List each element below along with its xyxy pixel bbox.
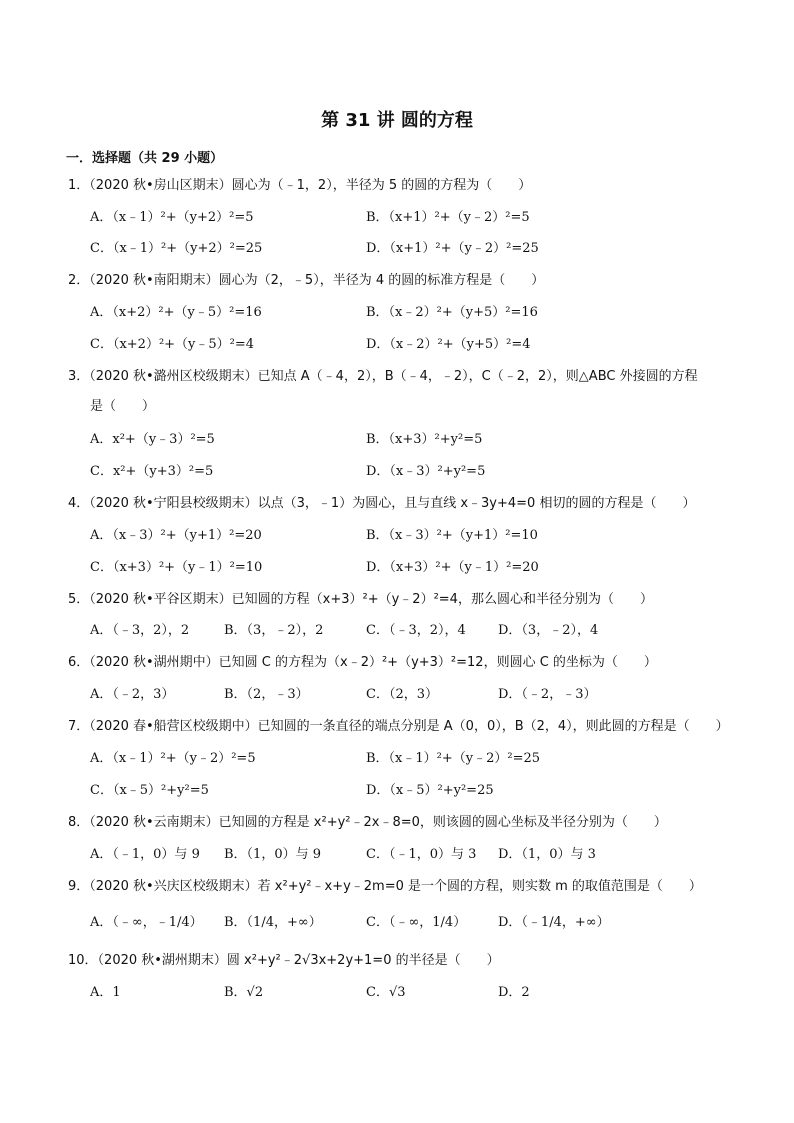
q2-option-d: D．（x﹣2）²+（y+5）²=4 xyxy=(366,337,531,352)
q6-option-b: B．（2，﹣3） xyxy=(224,687,309,702)
q8-option-c: C．（﹣1，0）与 3 xyxy=(366,847,477,862)
q3-option-b: B．（x+3）²+y²=5 xyxy=(366,432,483,447)
q3-option-c: C．x²+（y+3）²=5 xyxy=(90,464,214,479)
page-title: 第 31 讲 圆的方程 xyxy=(321,110,473,131)
q10-option-b: B．√2 xyxy=(224,985,264,1000)
q4-option-b: B．（x﹣3）²+（y+1）²=10 xyxy=(366,528,538,543)
q4-option-c: C．（x+3）²+（y﹣1）²=10 xyxy=(90,560,263,575)
q6-option-d: D．（﹣2，﹣3） xyxy=(498,687,597,702)
q1-option-b: B．（x+1）²+（y﹣2）²=5 xyxy=(366,210,530,225)
q7-option-c: C．（x﹣5）²+y²=5 xyxy=(90,783,209,798)
q9-option-c: C．（﹣∞，1/4） xyxy=(366,915,467,930)
q2-option-c: C．（x+2）²+（y﹣5）²=4 xyxy=(90,337,255,352)
q10-option-a: A．1 xyxy=(90,985,121,1000)
q3-option-a: A．x²+（y﹣3）²=5 xyxy=(90,432,215,447)
q8-option-a: A．（﹣1，0）与 9 xyxy=(90,847,200,862)
q5-option-a: A．（﹣3，2），2 xyxy=(90,623,190,638)
q4-option-d: D．（x+3）²+（y﹣1）²=20 xyxy=(366,560,539,575)
question-2-stem: 2．（2020 秋•南阳期末）圆心为（2，﹣5），半径为 4 的圆的标准方程是（ ） xyxy=(68,273,545,288)
q8-option-d: D．（1，0）与 3 xyxy=(498,847,596,862)
q5-option-d: D．（3，﹣2），4 xyxy=(498,623,599,638)
q1-option-a: A．（x﹣1）²+（y+2）²=5 xyxy=(90,210,254,225)
question-10-stem: 10．（2020 秋•湖州期末）圆 x²+y²﹣2√3x+2y+1=0 的半径是（ ） xyxy=(68,953,500,968)
question-3-stem-cont: 是（ ） xyxy=(90,399,156,414)
q7-option-b: B．（x﹣1）²+（y﹣2）²=25 xyxy=(366,751,541,766)
question-1-stem: 1．（2020 秋•房山区期末）圆心为（﹣1，2），半径为 5 的圆的方程为（ ） xyxy=(68,178,532,193)
question-4-stem: 4．（2020 秋•宁阳县校级期末）以点（3，﹣1）为圆心，且与直线 x﹣3y+4=0 相切的圆的方程是（ ） xyxy=(68,496,696,511)
question-3-stem: 3．（2020 秋•潞州区校级期末）已知点 A（﹣4，2），B（﹣4，﹣2），C（﹣2，2），则△ABC 外接圆的方程 xyxy=(68,369,698,384)
q8-option-b: B．（1，0）与 9 xyxy=(224,847,321,862)
question-8-stem: 8．（2020 秋•云南期末）已知圆的方程是 x²+y²﹣2x﹣8=0，则该圆的圆心坐标及半径分别为（ ） xyxy=(68,815,667,830)
question-9-stem: 9．（2020 秋•兴庆区校级期末）若 x²+y²﹣x+y﹣2m=0 是一个圆的方程，则实数 m 的取值范围是（ ） xyxy=(68,879,702,894)
q1-option-d: D．（x+1）²+（y﹣2）²=25 xyxy=(366,241,539,256)
question-7-stem: 7．（2020 春•船营区校级期中）已知圆的一条直径的端点分别是 A（0，0），B（2，4），则此圆的方程是（ ） xyxy=(68,719,729,734)
q3-option-d: D．（x﹣3）²+y²=5 xyxy=(366,464,486,479)
q9-option-a: A．（﹣∞，﹣1/4） xyxy=(90,915,203,930)
q5-option-b: B．（3，﹣2），2 xyxy=(224,623,324,638)
q10-option-c: C．√3 xyxy=(366,985,406,1000)
q6-option-c: C．（2，3） xyxy=(366,687,438,702)
question-6-stem: 6．（2020 秋•湖州期中）已知圆 C 的方程为（x﹣2）²+（y+3）²=12，则圆心 C 的坐标为（ ） xyxy=(68,655,657,670)
q1-option-c: C．（x﹣1）²+（y+2）²=25 xyxy=(90,241,263,256)
q4-option-a: A．（x﹣3）²+（y+1）²=20 xyxy=(90,528,262,543)
q10-option-d: D．2 xyxy=(498,985,530,1000)
q7-option-d: D．（x﹣5）²+y²=25 xyxy=(366,783,494,798)
q9-option-b: B．（1/4，+∞） xyxy=(224,915,322,930)
q5-option-c: C．（﹣3，2），4 xyxy=(366,623,466,638)
q7-option-a: A．（x﹣1）²+（y﹣2）²=5 xyxy=(90,751,256,766)
q2-option-a: A．（x+2）²+（y﹣5）²=16 xyxy=(90,305,262,320)
q6-option-a: A．（﹣2，3） xyxy=(90,687,175,702)
q9-option-d: D．（﹣1/4，+∞） xyxy=(498,915,610,930)
q2-option-b: B．（x﹣2）²+（y+5）²=16 xyxy=(366,305,538,320)
section-heading: 一．选择题（共 29 小题） xyxy=(66,151,224,166)
question-5-stem: 5．（2020 秋•平谷区期末）已知圆的方程（x+3）²+（y﹣2）²=4，那么圆心和半径分别为（ ） xyxy=(68,592,653,607)
